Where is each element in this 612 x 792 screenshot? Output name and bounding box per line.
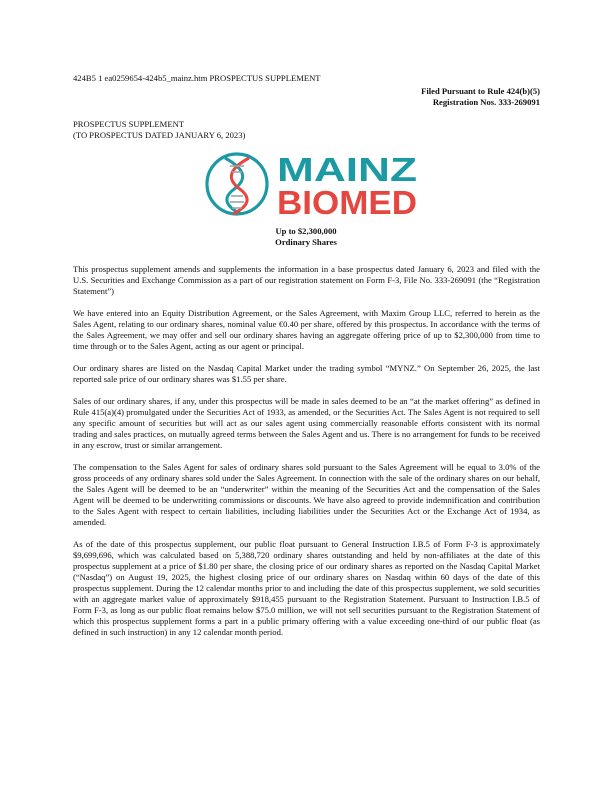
paragraph-at-the-market: Sales of our ordinary shares, if any, under this prospectus will be made in sales deemed to be an “at the market offering” as defined in Rule 415(a)(4) promulgated under the Securities Act of 1933, as amended, or the Securities Act. The Sales Agent is not required to sell any specific amount of securities but will act as our sales agent using commercially reasonable efforts consistent with its normal trading and sales practices, on mutually agreed terms between the Sales Agent and us. There is no arrangement for funds to be received in any escrow, trust or similar arrangement. bbox=[73, 396, 540, 450]
paragraph-public-float: As of the date of this prospectus supplement, our public float pursuant to General Instruction I.B.5 of Form F-3 is approximately $9,699,696, which was calculated based on 5,388,720 ordinary shares outstanding and held by non-affiliates at the date of this prospectus supplement at a price of $1.80 per share, the closing price of our ordinary shares as reported on the Nasdaq Capital Market (“Nasdaq”) on August 19, 2025, the highest closing price of our ordinary shares on Nasdaq within 60 days of the date of this prospectus supplement. During the 12 calendar months prior to and including the date of this prospectus supplement, we sold securities with an aggregate market value of approximately $918,455 pursuant to the Registration Statement. Pursuant to Instruction I.B.5 of Form F-3, as long as our public float remains below $75.0 million, we will not sell securities pursuant to the Registration Statement of which this prospectus supplement forms a part in a public primary offering with a value exceeding one-third of our public float (as defined in such instruction) in any 12 calendar month period. bbox=[73, 539, 540, 637]
offering-summary bbox=[0, 226, 612, 248]
logo-word-biomed: BIOMED bbox=[277, 184, 417, 218]
dna-helix-icon bbox=[207, 154, 267, 214]
filed-pursuant-rule: Filed Pursuant to Rule 424(b)(5) bbox=[421, 86, 540, 96]
offering-amount: Up to $2,300,000 bbox=[275, 226, 337, 236]
filing-notice bbox=[421, 86, 540, 108]
paragraph-compensation: The compensation to the Sales Agent for sales of ordinary shares sold pursuant to the Sales Agreement will be equal to 3.0% of the gross proceeds of any ordinary shares sold under the Sales Agreement. In connection with the sale of the ordinary shares on our behalf, the Sales Agent will be deemed to be an “underwriter” within the meaning of the Securities Act and the compensation of the Sales Agent will be deemed to be underwriting commissions or discounts. We have also agreed to provide indemnification and contribution to the Sales Agent with respect to certain liabilities, including liabilities under the Securities Act or the Exchange Act of 1934, as amended. bbox=[73, 462, 540, 527]
supplement-subtitle: (TO PROSPECTUS DATED JANUARY 6, 2023) bbox=[73, 130, 246, 140]
supplement-heading bbox=[73, 119, 245, 141]
paragraph-sales-agreement: We have entered into an Equity Distribution Agreement, or the Sales Agreement, with Maxim Group LLC, referred to herein as the Sales Agent, relating to our ordinary shares, nominal value €0.40 per share, offered by this prospectus. In accordance with the terms of the Sales Agreement, we may offer and sell our ordinary shares having an aggregate offering price of up to $2,300,000 from time to time through or to the Sales Agent, acting as our agent or principal. bbox=[73, 308, 540, 351]
body-text bbox=[73, 264, 540, 649]
file-name-line: 424B5 1 ea0259654-424b5_mainz.htm PROSPECTUS SUPPLEMENT bbox=[73, 73, 321, 83]
paragraph-registration: This prospectus supplement amends and supplements the information in a base prospectus dated January 6, 2023 and filed with the U.S. Securities and Exchange Commission as a part of our registration statement on Form F-3, File No. 333-269091 (the “Registration Statement”) bbox=[73, 264, 540, 296]
registration-numbers: Registration Nos. 333-269091 bbox=[432, 97, 540, 107]
logo-word-mainz: MAINZ bbox=[277, 151, 417, 188]
mainz-biomed-logo bbox=[203, 150, 423, 218]
supplement-title: PROSPECTUS SUPPLEMENT bbox=[73, 119, 185, 129]
paragraph-listing: Our ordinary shares are listed on the Nasdaq Capital Market under the trading symbol “MYNZ.” On September 26, 2025, the last reported sale price of our ordinary shares was $1.55 per share. bbox=[73, 363, 540, 384]
offering-security: Ordinary Shares bbox=[275, 237, 337, 247]
